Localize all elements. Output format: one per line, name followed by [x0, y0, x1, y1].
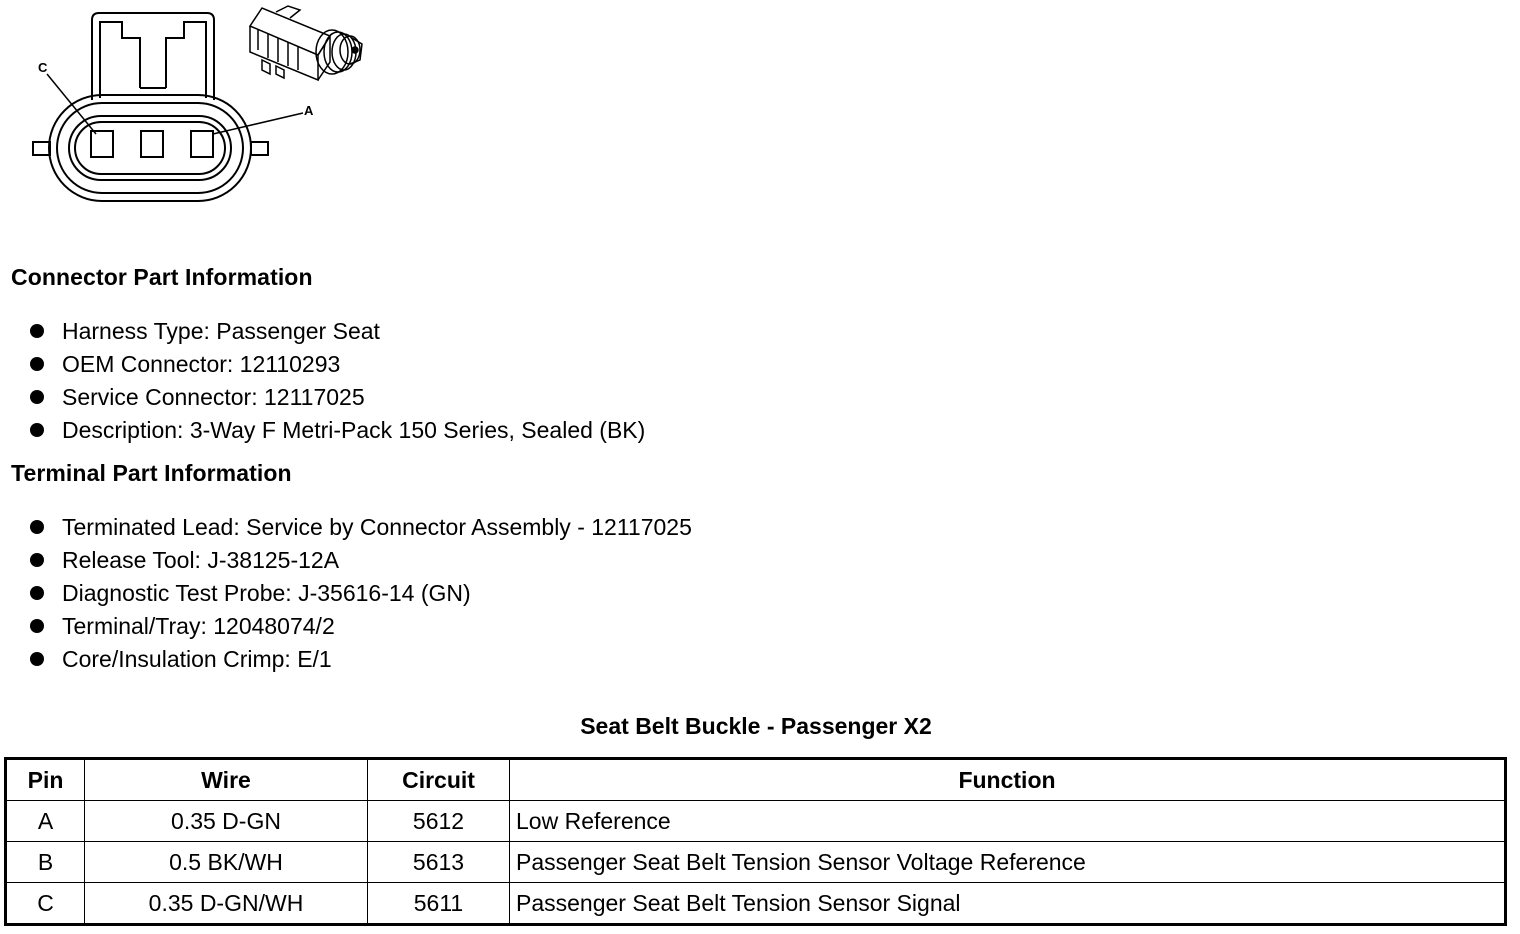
pin-cell: B: [6, 842, 85, 883]
list-item: [28, 610, 692, 643]
list-item-text: Harness Type: Passenger Seat: [62, 318, 380, 344]
list-item: [28, 315, 645, 348]
list-item: [28, 381, 645, 414]
list-item: [28, 511, 692, 544]
list-item-text: OEM Connector: 12110293: [62, 351, 341, 377]
bullet-icon: [30, 586, 44, 600]
list-item: [28, 643, 692, 676]
pin-cell: A: [6, 801, 85, 842]
column-header-wire: Wire: [85, 759, 368, 801]
list-item-text: Description: 3-Way F Metri-Pack 150 Series, Sealed (BK): [62, 417, 646, 443]
pin-table-title: Seat Belt Buckle - Passenger X2: [580, 713, 932, 739]
connector-part-info-heading: Connector Part Information: [11, 264, 313, 290]
bullet-icon: [30, 619, 44, 633]
circuit-cell: 5613: [368, 842, 510, 883]
pin-table: [4, 757, 1507, 926]
column-header-circuit: Circuit: [368, 759, 510, 801]
connector-face-icon: [0, 0, 400, 230]
bullet-icon: [30, 357, 44, 371]
list-item: [28, 348, 645, 381]
list-item-text: Diagnostic Test Probe: J-35616-14 (GN): [62, 580, 471, 606]
function-cell: Passenger Seat Belt Tension Sensor Signal: [510, 883, 1506, 925]
list-item-text: Service Connector: 12117025: [62, 384, 365, 410]
list-item: [28, 414, 645, 447]
wire-cell: 0.35 D-GN: [85, 801, 368, 842]
function-cell: Passenger Seat Belt Tension Sensor Voltage Reference: [510, 842, 1506, 883]
list-item-text: Terminal/Tray: 12048074/2: [62, 613, 335, 639]
table-row: [6, 801, 1506, 842]
bullet-icon: [30, 390, 44, 404]
bullet-icon: [30, 652, 44, 666]
circuit-cell: 5611: [368, 883, 510, 925]
pin-a-label: A: [304, 103, 314, 118]
table-header-row: [6, 759, 1506, 801]
bullet-icon: [30, 520, 44, 534]
wire-cell: 0.5 BK/WH: [85, 842, 368, 883]
list-item: [28, 577, 692, 610]
wire-cell: 0.35 D-GN/WH: [85, 883, 368, 925]
bullet-icon: [30, 423, 44, 437]
circuit-cell: 5612: [368, 801, 510, 842]
connector-part-info-list: [28, 315, 645, 447]
column-header-function: Function: [510, 759, 1506, 801]
list-item: [28, 544, 692, 577]
terminal-part-info-heading: Terminal Part Information: [11, 460, 292, 486]
table-row: [6, 842, 1506, 883]
table-row: [6, 883, 1506, 925]
connector-perspective-icon: [250, 6, 362, 80]
list-item-text: Core/Insulation Crimp: E/1: [62, 646, 332, 672]
pin-c-label: C: [38, 60, 48, 75]
list-item-text: Terminated Lead: Service by Connector Assembly - 12117025: [62, 514, 692, 540]
column-header-pin: Pin: [6, 759, 85, 801]
terminal-part-info-list: [28, 511, 692, 676]
bullet-icon: [30, 553, 44, 567]
function-cell: Low Reference: [510, 801, 1506, 842]
connector-diagram: [0, 0, 400, 230]
list-item-text: Release Tool: J-38125-12A: [62, 547, 340, 573]
bullet-icon: [30, 324, 44, 338]
pin-cell: C: [6, 883, 85, 925]
